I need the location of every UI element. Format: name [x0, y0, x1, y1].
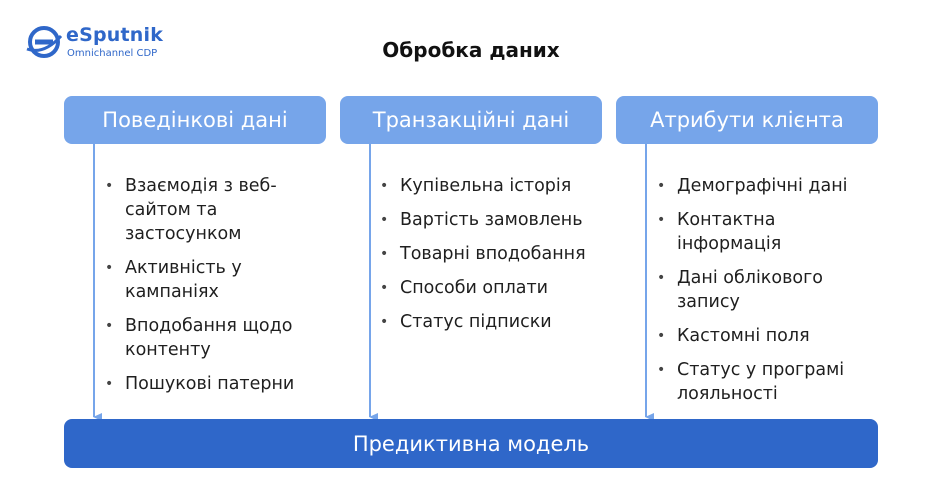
list-item: • Вартість замовлень	[378, 208, 593, 232]
list-item: • Кастомні поля	[655, 324, 870, 348]
list-item: • Вподобання щодо контенту	[103, 314, 318, 362]
list-item: • Купівельна історія	[378, 174, 593, 198]
brand-tagline: Omnichannel CDP	[67, 48, 158, 59]
list-item: • Контактна інформація	[655, 208, 870, 256]
behavioral-list	[103, 174, 318, 406]
attributes-list	[655, 174, 870, 416]
category-behavioral: Поведінкові дані	[64, 96, 326, 144]
predictive-model-box: Предиктивна модель	[64, 419, 878, 468]
category-transactional: Транзакційні дані	[340, 96, 602, 144]
list-item: • Товарні вподобання	[378, 242, 593, 266]
list-item: • Статус у програмі лояльності	[655, 358, 870, 406]
list-item: • Пошукові патерни	[103, 372, 318, 396]
list-item: • Взаємодія з веб-сайтом та застосунком	[103, 174, 318, 246]
list-item: • Статус підписки	[378, 310, 593, 334]
list-item: • Активність у кампаніях	[103, 256, 318, 304]
page-title: Обробка даних	[382, 38, 560, 62]
category-attributes: Атрибути клієнта	[616, 96, 878, 144]
list-item: • Дані облікового запису	[655, 266, 870, 314]
list-item: • Способи оплати	[378, 276, 593, 300]
transactional-list	[378, 174, 593, 344]
list-item: • Демографічні дані	[655, 174, 870, 198]
brand-name: eSputnik	[66, 24, 164, 46]
